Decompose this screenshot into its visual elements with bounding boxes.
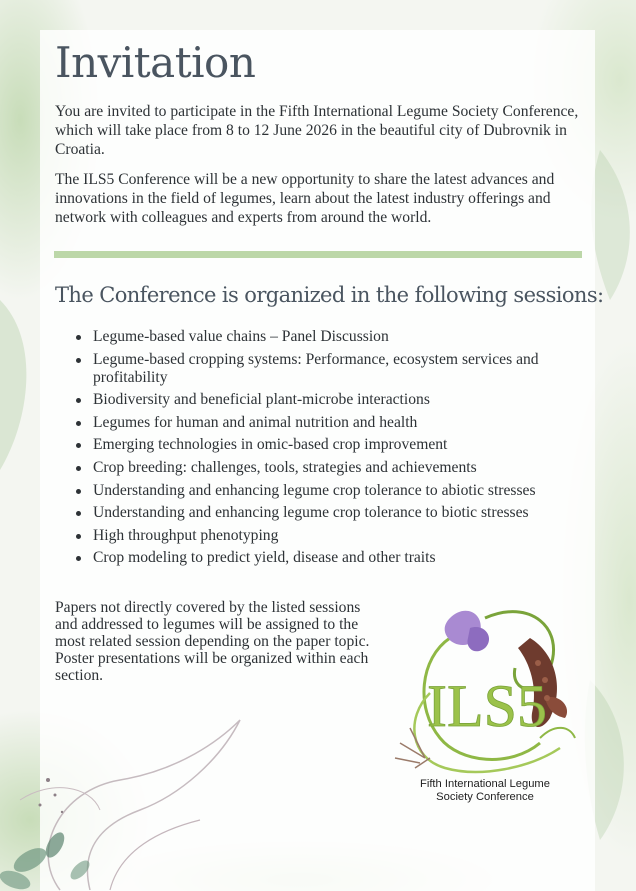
logo-caption-line2: Society Conference [436,791,534,803]
session-item: Understanding and enhancing legume crop tolerance to abiotic stresses [73,482,578,500]
session-item: Crop breeding: challenges, tools, strategies and achievements [73,459,578,477]
session-item: Legume-based cropping systems: Performance, ecosystem services and profitability [73,351,578,387]
page-title: Invitation [55,38,256,87]
sessions-heading: The Conference is organized in the following sessions: [55,283,604,307]
sessions-list [73,328,578,572]
intro-paragraph-2: The ILS5 Conference will be a new opportunity to share the latest advances and innovations in the field of legumes, learn about the latest industry offerings and network with colleagues and experts from around the world. [55,171,555,226]
session-item: Biodiversity and beneficial plant-microbe interactions [73,391,578,409]
ils5-logo [390,598,580,778]
logo-monogram: ILS5 [427,673,547,739]
section-divider [54,251,582,258]
session-item: High throughput phenotyping [73,527,578,545]
decorative-swirl [0,700,300,891]
session-item: Emerging technologies in omic-based crop improvement [73,436,578,454]
session-item: Legume-based value chains – Panel Discussion [73,328,578,346]
logo-caption [400,778,570,804]
logo-caption-line1: Fifth International Legume [420,778,550,790]
session-item: Legumes for human and animal nutrition and health [73,414,578,432]
session-item: Understanding and enhancing legume crop tolerance to biotic stresses [73,504,578,522]
papers-note: Papers not directly covered by the listed sessions and addressed to legumes will be assigned to the most related session depending on the paper topic. Poster presentations will be organized within each section. [55,599,370,684]
session-item: Crop modeling to predict yield, disease and other traits [73,549,578,567]
intro-paragraph-1: You are invited to participate in the Fifth International Legume Society Conference, which will take place from 8 to 12 June 2026 in the beautiful city of Dubrovnik in Croatia. [55,103,579,158]
